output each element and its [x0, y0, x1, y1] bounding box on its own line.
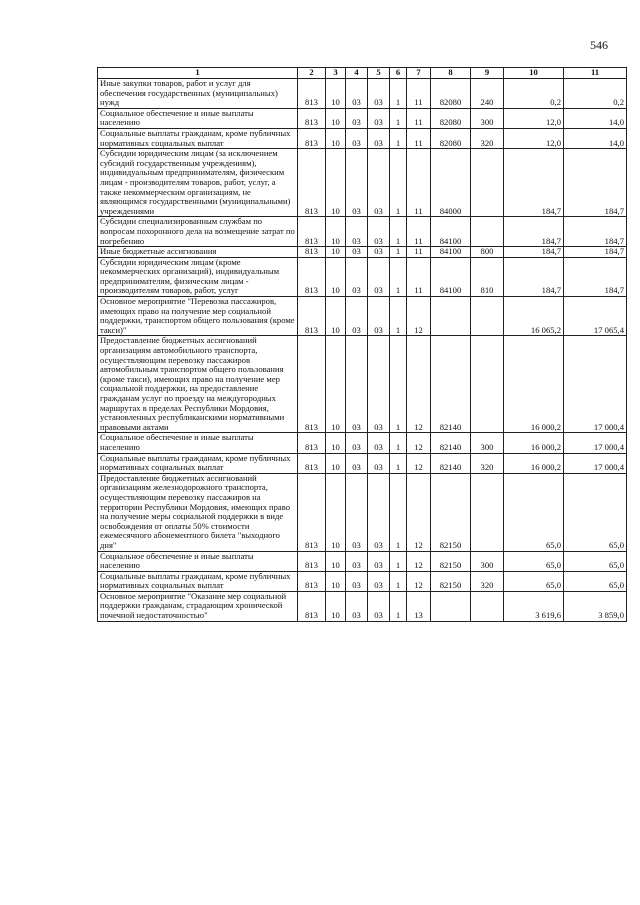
section-cell: 10 [326, 591, 346, 621]
program-cell: 03 [368, 433, 390, 453]
chapter-code-cell: 813 [298, 551, 326, 571]
subprogram-cell: 1 [390, 551, 407, 571]
table-row [98, 473, 627, 551]
target-item-cell: 82150 [431, 551, 471, 571]
header-cell: 8 [431, 68, 471, 79]
amount-year-2-cell: 14,0 [564, 108, 627, 128]
expense-type-cell [471, 591, 504, 621]
subsection-cell: 03 [346, 453, 368, 473]
table-row [98, 149, 627, 217]
subprogram-cell: 1 [390, 336, 407, 433]
amount-year-2-cell: 17 000,4 [564, 433, 627, 453]
table-row [98, 217, 627, 247]
program-cell: 03 [368, 79, 390, 109]
target-item-cell: 82140 [431, 453, 471, 473]
target-item-cell: 84100 [431, 217, 471, 247]
expense-type-cell: 240 [471, 79, 504, 109]
amount-year-1-cell: 184,7 [504, 149, 564, 217]
section-cell: 10 [326, 551, 346, 571]
target-item-cell: 82150 [431, 571, 471, 591]
activity-cell: 11 [407, 128, 431, 148]
amount-year-2-cell: 184,7 [564, 257, 627, 296]
subsection-cell: 03 [346, 217, 368, 247]
amount-year-1-cell: 12,0 [504, 108, 564, 128]
amount-year-1-cell: 16 000,2 [504, 453, 564, 473]
target-item-cell: 84100 [431, 257, 471, 296]
target-item-cell: 82080 [431, 79, 471, 109]
amount-year-2-cell: 17 065,4 [564, 297, 627, 336]
subprogram-cell: 1 [390, 257, 407, 296]
subprogram-cell: 1 [390, 247, 407, 258]
amount-year-2-cell: 184,7 [564, 217, 627, 247]
program-cell: 03 [368, 336, 390, 433]
amount-year-1-cell: 3 619,6 [504, 591, 564, 621]
row-name-cell: Социальные выплаты гражданам, кроме публичных нормативных социальных выплат [98, 128, 298, 148]
activity-cell: 11 [407, 257, 431, 296]
section-cell: 10 [326, 571, 346, 591]
expense-type-cell: 300 [471, 551, 504, 571]
activity-cell: 11 [407, 149, 431, 217]
expense-type-cell: 320 [471, 453, 504, 473]
row-name-cell: Иные бюджетные ассигнования [98, 247, 298, 258]
amount-year-2-cell: 3 859,0 [564, 591, 627, 621]
program-cell: 03 [368, 591, 390, 621]
activity-cell: 12 [407, 473, 431, 551]
row-name-cell: Субсидии специализированным службам по вопросам похоронного дела на возмещение затрат по погребению [98, 217, 298, 247]
expense-type-cell [471, 297, 504, 336]
table-body [98, 79, 627, 622]
header-cell: 7 [407, 68, 431, 79]
program-cell: 03 [368, 247, 390, 258]
target-item-cell: 82080 [431, 108, 471, 128]
header-cell: 1 [98, 68, 298, 79]
subsection-cell: 03 [346, 297, 368, 336]
section-cell: 10 [326, 453, 346, 473]
subprogram-cell: 1 [390, 571, 407, 591]
amount-year-1-cell: 16 065,2 [504, 297, 564, 336]
target-item-cell [431, 591, 471, 621]
expense-type-cell [471, 217, 504, 247]
row-name-cell: Субсидии юридическим лицам (за исключением субсидий государственным учреждениям), индивидуальным предпринимателям, физическим лицам - производителям товаров, работ, услуг, а также некоммерческим организациям, не являющимся государственными (муниципальными) учреждениями [98, 149, 298, 217]
target-item-cell: 82140 [431, 336, 471, 433]
row-name-cell: Предоставление бюджетных ассигнований организациям автомобильного транспорта, осуществляющим перевозку пассажиров автомобильным транспортом общего пользования (кроме такси), имеющих право на получение мер социальной поддержки, на предоставление гражданам услуг по проезду на междугородных маршрутах в пределах Республики Мордовия, установленных республиканскими нормативными правовыми актами [98, 336, 298, 433]
section-cell: 10 [326, 257, 346, 296]
table-row [98, 551, 627, 571]
program-cell: 03 [368, 108, 390, 128]
amount-year-1-cell: 184,7 [504, 217, 564, 247]
header-cell: 3 [326, 68, 346, 79]
chapter-code-cell: 813 [298, 591, 326, 621]
header-cell: 5 [368, 68, 390, 79]
chapter-code-cell: 813 [298, 149, 326, 217]
page-number: 546 [590, 38, 608, 52]
row-name-cell: Субсидии юридическим лицам (кроме некоммерческих организаций), индивидуальным предпринимателям, физическим лицам - производителям товаров, работ, услуг [98, 257, 298, 296]
target-item-cell: 84000 [431, 149, 471, 217]
amount-year-2-cell: 65,0 [564, 473, 627, 551]
activity-cell: 11 [407, 247, 431, 258]
program-cell: 03 [368, 453, 390, 473]
section-cell: 10 [326, 297, 346, 336]
budget-table [97, 67, 627, 622]
table-row [98, 247, 627, 258]
amount-year-1-cell: 16 000,2 [504, 336, 564, 433]
section-cell: 10 [326, 473, 346, 551]
subprogram-cell: 1 [390, 149, 407, 217]
section-cell: 10 [326, 149, 346, 217]
chapter-code-cell: 813 [298, 571, 326, 591]
table-row [98, 128, 627, 148]
subprogram-cell: 1 [390, 453, 407, 473]
subprogram-cell: 1 [390, 217, 407, 247]
subsection-cell: 03 [346, 336, 368, 433]
subsection-cell: 03 [346, 247, 368, 258]
subprogram-cell: 1 [390, 473, 407, 551]
expense-type-cell [471, 336, 504, 433]
expense-type-cell: 300 [471, 108, 504, 128]
subsection-cell: 03 [346, 433, 368, 453]
activity-cell: 13 [407, 591, 431, 621]
subsection-cell: 03 [346, 551, 368, 571]
amount-year-2-cell: 0,2 [564, 79, 627, 109]
target-item-cell: 82150 [431, 473, 471, 551]
program-cell: 03 [368, 297, 390, 336]
subsection-cell: 03 [346, 79, 368, 109]
table-row [98, 591, 627, 621]
row-name-cell: Социальные выплаты гражданам, кроме публичных нормативных социальных выплат [98, 571, 298, 591]
chapter-code-cell: 813 [298, 108, 326, 128]
amount-year-1-cell: 184,7 [504, 257, 564, 296]
expense-type-cell [471, 473, 504, 551]
amount-year-1-cell: 16 000,2 [504, 433, 564, 453]
amount-year-2-cell: 65,0 [564, 571, 627, 591]
header-cell: 4 [346, 68, 368, 79]
amount-year-1-cell: 65,0 [504, 551, 564, 571]
subsection-cell: 03 [346, 473, 368, 551]
expense-type-cell: 320 [471, 571, 504, 591]
subsection-cell: 03 [346, 257, 368, 296]
chapter-code-cell: 813 [298, 217, 326, 247]
subsection-cell: 03 [346, 108, 368, 128]
chapter-code-cell: 813 [298, 473, 326, 551]
expense-type-cell [471, 149, 504, 217]
section-cell: 10 [326, 217, 346, 247]
subprogram-cell: 1 [390, 433, 407, 453]
header-cell: 9 [471, 68, 504, 79]
target-item-cell: 82080 [431, 128, 471, 148]
table-row [98, 433, 627, 453]
table-row [98, 297, 627, 336]
program-cell: 03 [368, 571, 390, 591]
target-item-cell: 82140 [431, 433, 471, 453]
section-cell: 10 [326, 336, 346, 433]
chapter-code-cell: 813 [298, 247, 326, 258]
table-row [98, 108, 627, 128]
amount-year-1-cell: 65,0 [504, 571, 564, 591]
activity-cell: 11 [407, 108, 431, 128]
subsection-cell: 03 [346, 591, 368, 621]
row-name-cell: Основное мероприятие "Оказание мер социальной поддержки гражданам, страдающим хронической почечной недостаточностью" [98, 591, 298, 621]
target-item-cell: 84100 [431, 247, 471, 258]
amount-year-1-cell: 65,0 [504, 473, 564, 551]
subprogram-cell: 1 [390, 108, 407, 128]
program-cell: 03 [368, 257, 390, 296]
amount-year-2-cell: 14,0 [564, 128, 627, 148]
program-cell: 03 [368, 217, 390, 247]
table-row [98, 571, 627, 591]
chapter-code-cell: 813 [298, 297, 326, 336]
subprogram-cell: 1 [390, 128, 407, 148]
subprogram-cell: 1 [390, 591, 407, 621]
expense-type-cell: 320 [471, 128, 504, 148]
chapter-code-cell: 813 [298, 128, 326, 148]
chapter-code-cell: 813 [298, 336, 326, 433]
amount-year-2-cell: 17 000,4 [564, 453, 627, 473]
target-item-cell [431, 297, 471, 336]
subsection-cell: 03 [346, 571, 368, 591]
subsection-cell: 03 [346, 149, 368, 217]
program-cell: 03 [368, 473, 390, 551]
activity-cell: 11 [407, 217, 431, 247]
row-name-cell: Социальное обеспечение и иные выплаты населению [98, 433, 298, 453]
row-name-cell: Предоставление бюджетных ассигнований организациям железнодорожного транспорта, осуществляющим перевозку пассажиров на территории Республики Мордовия, имеющих право на получение меры социальной поддержки в виде освобождения от оплаты 50% стоимости ежемесячного абонементного билета "выходного дня" [98, 473, 298, 551]
amount-year-1-cell: 0,2 [504, 79, 564, 109]
table-row [98, 79, 627, 109]
activity-cell: 12 [407, 551, 431, 571]
chapter-code-cell: 813 [298, 453, 326, 473]
activity-cell: 12 [407, 453, 431, 473]
amount-year-2-cell: 184,7 [564, 149, 627, 217]
amount-year-2-cell: 184,7 [564, 247, 627, 258]
activity-cell: 12 [407, 433, 431, 453]
header-cell: 11 [564, 68, 627, 79]
header-cell: 6 [390, 68, 407, 79]
header-cell: 10 [504, 68, 564, 79]
activity-cell: 12 [407, 336, 431, 433]
table-header-row [98, 68, 627, 79]
program-cell: 03 [368, 149, 390, 217]
section-cell: 10 [326, 433, 346, 453]
program-cell: 03 [368, 128, 390, 148]
amount-year-1-cell: 12,0 [504, 128, 564, 148]
section-cell: 10 [326, 79, 346, 109]
row-name-cell: Основное мероприятие "Перевозка пассажиров, имеющих право на получение мер социальной поддержки, транспортом общего пользования (кроме такси)" [98, 297, 298, 336]
amount-year-2-cell: 17 000,4 [564, 336, 627, 433]
table-row [98, 453, 627, 473]
expense-type-cell: 300 [471, 433, 504, 453]
expense-type-cell: 800 [471, 247, 504, 258]
header-cell: 2 [298, 68, 326, 79]
section-cell: 10 [326, 128, 346, 148]
section-cell: 10 [326, 247, 346, 258]
chapter-code-cell: 813 [298, 79, 326, 109]
section-cell: 10 [326, 108, 346, 128]
row-name-cell: Социальное обеспечение и иные выплаты населению [98, 551, 298, 571]
row-name-cell: Социальное обеспечение и иные выплаты населению [98, 108, 298, 128]
activity-cell: 11 [407, 79, 431, 109]
table-row [98, 336, 627, 433]
subprogram-cell: 1 [390, 297, 407, 336]
subsection-cell: 03 [346, 128, 368, 148]
activity-cell: 12 [407, 571, 431, 591]
activity-cell: 12 [407, 297, 431, 336]
expense-type-cell: 810 [471, 257, 504, 296]
program-cell: 03 [368, 551, 390, 571]
amount-year-1-cell: 184,7 [504, 247, 564, 258]
chapter-code-cell: 813 [298, 433, 326, 453]
table-row [98, 257, 627, 296]
chapter-code-cell: 813 [298, 257, 326, 296]
amount-year-2-cell: 65,0 [564, 551, 627, 571]
row-name-cell: Социальные выплаты гражданам, кроме публичных нормативных социальных выплат [98, 453, 298, 473]
subprogram-cell: 1 [390, 79, 407, 109]
row-name-cell: Иные закупки товаров, работ и услуг для обеспечения государственных (муниципальных) нужд [98, 79, 298, 109]
